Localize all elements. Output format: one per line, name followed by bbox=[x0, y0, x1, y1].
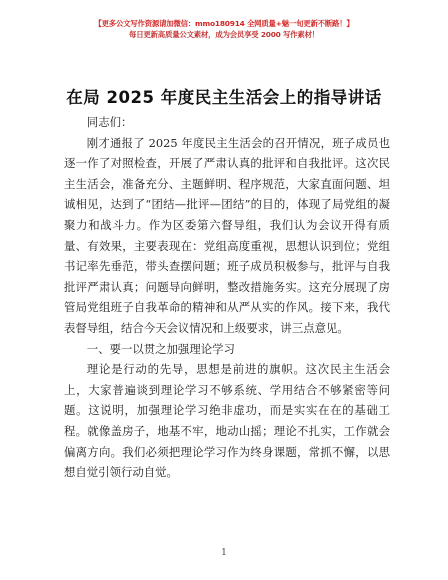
banner-line-1: 【更多公文写作资源请加微信：mmo180914 全网质量+魅一旬更新不断路！】 bbox=[94, 19, 354, 28]
promo-banner bbox=[0, 18, 448, 40]
intro-paragraph: 刚才通报了 2025 年度民主生活会的召开情况，班子成员也逐一作了对照检查，开展了严肃认真的批评和自我批评。这次民主生活会，准备充分、主题鲜明、程序规范，大家直面问题、坦诚相见，达到了“团结—批评—团结”的目的，体现了局党组的凝聚力和战斗力。作为区委第六督导组，我们认为会议开得有质量、有效果，主要表现在：党组高度重视，思想认识到位；党组书记率先垂范，带头查摆问题；班子成员积极参与，批评与自我批评严肃认真；问题导向鲜明，整改措施务实。这充分展现了房管局党组班子自我革命的精神和从严从实的作风。接下来，我代表督导组，结合今天会议情况和上级要求，讲三点意见。 bbox=[64, 135, 390, 335]
page-number: 1 bbox=[221, 548, 227, 558]
banner-line-2: 每日更新高质量公文素材，成为会员享受 2000 写作素材！ bbox=[129, 30, 319, 39]
salutation: 同志们： bbox=[86, 115, 133, 129]
document-title: 在局 2025 年度民主生活会上的指导讲话 bbox=[66, 88, 382, 107]
section-1-heading: 一、要一以贯之加强理论学习 bbox=[86, 341, 235, 356]
section-1-paragraph: 理论是行动的先导，思想是前进的旗帜。这次民主生活会上，大家普遍谈到理论学习不够系统、学用结合不够紧密等问题。这说明，加强理论学习绝非虚功，而是实实在在的基础工程。就像盖房子，地基不牢，地动山摇；理论不扎实，工作就会偏离方向。我们必须把理论学习作为终身课题，常抓不懈，以思想自觉引领行动自觉。 bbox=[64, 362, 390, 480]
document-body bbox=[64, 112, 390, 483]
